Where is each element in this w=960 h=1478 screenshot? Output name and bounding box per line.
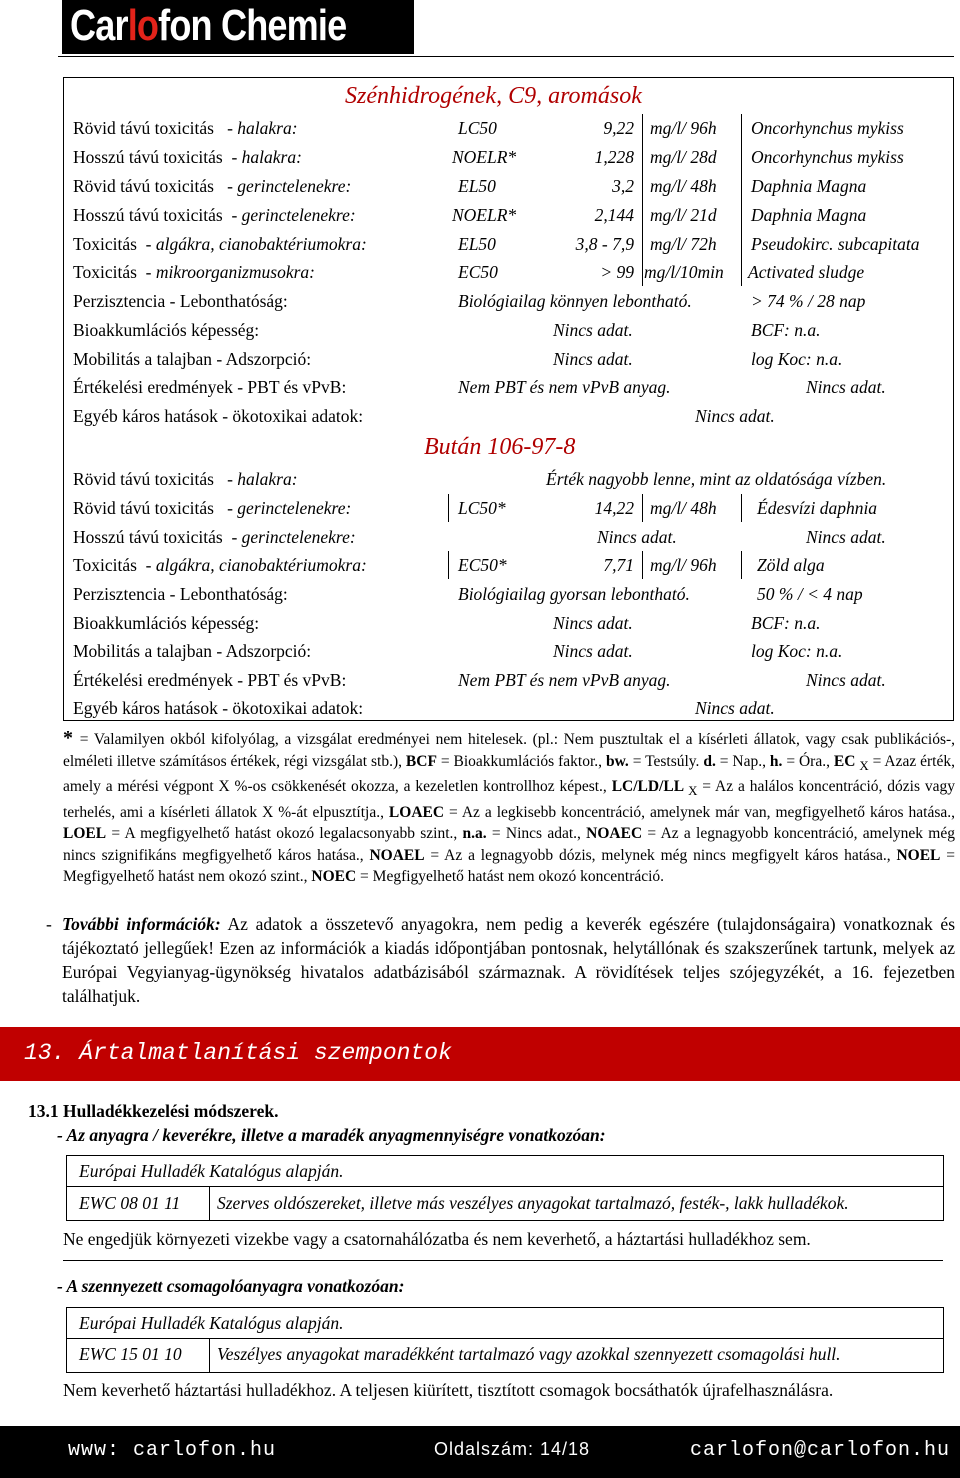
other-effects-value: Nincs adat.	[695, 698, 775, 718]
section-13-title: 13. Ártalmatlanítási szempontok	[24, 1040, 452, 1066]
column-divider	[741, 114, 742, 286]
mobility-label: Mobilitás a talajban - Adszorpció:	[73, 641, 312, 661]
catalog-label: Európai Hulladék Katalógus alapján.	[79, 1313, 344, 1333]
test-value: > 99	[600, 262, 634, 282]
table-divider	[67, 1338, 943, 1339]
pbt-extra: Nincs adat.	[806, 670, 886, 690]
test-value: 3,2	[612, 176, 634, 196]
footer-email[interactable]: carlofon@carlofon.hu	[690, 1439, 951, 1462]
test-species: Activated sludge	[748, 262, 865, 282]
column-divider	[741, 494, 742, 522]
subsection-heading: - A szennyezett csomagolóanyagra vonatkozóan:	[57, 1276, 405, 1296]
test-value: 2,144	[594, 205, 634, 225]
ewc-code: EWC 08 01 11	[79, 1193, 181, 1213]
test-species: Pseudokirc. subcapitata	[751, 234, 920, 254]
test-value: 14,22	[594, 498, 634, 518]
test-species: Daphnia Magna	[751, 205, 867, 225]
catalog-label: Európai Hulladék Katalógus alapján.	[79, 1161, 344, 1181]
row-label: Toxicitás - algákra, cianobaktériumokra:	[73, 555, 367, 575]
column-divider	[741, 551, 742, 579]
test-value: 1,228	[594, 147, 634, 167]
persistence-value: Biológiailag könnyen lebontható.	[458, 291, 692, 311]
mobility-value: Nincs adat.	[553, 641, 633, 661]
test-unit: mg/l/ 96h	[650, 555, 717, 575]
subsection-heading: - Az anyagra / keverékre, illetve a maradék anyagmennyiségre vonatkozóan:	[57, 1125, 606, 1145]
row-label: Hosszú távú toxicitás - gerinctelenekre:	[73, 527, 356, 547]
test-species: Édesvízi daphnia	[757, 498, 878, 518]
further-information: - További információk: Az adatok a összetevő anyagokra, nem pedig a keverék egészére (tulajdonságaira) vonatkoznak és tájékoztató jellegűek! Ezen az információk a kiadás időpontjában pontosnak, helytállónak és szakszerűnek tartunk, melyek az Európai Vegyianyag-ügynökség hivatalos adatbázisából származnak. A rövidítések teljes szójegyzékét, a 16. fejezetben találhatjuk.	[46, 914, 956, 1006]
row-label: Toxicitás - mikroorganizmusokra:	[73, 262, 315, 282]
ewc-description: Szerves oldószereket, illetve más veszélyes anyagokat tartalmazó, festék-, lakk hulladékok.	[217, 1193, 849, 1213]
page-number: Oldalszám: 14/18	[434, 1439, 591, 1459]
test-species: Oncorhynchus mykiss	[751, 147, 904, 167]
test-value: Nincs adat.	[597, 527, 677, 547]
row-label: Rövid távú toxicitás - halakra:	[73, 469, 298, 489]
column-divider	[448, 551, 449, 579]
row-label: Rövid távú toxicitás - gerinctelenekre:	[73, 498, 352, 518]
bioaccumulation-value: Nincs adat.	[553, 320, 633, 340]
test-unit: mg/l/ 21d	[650, 205, 717, 225]
row-label: Rövid távú toxicitás - halakra:	[73, 118, 298, 138]
test-type: EL50	[458, 234, 496, 254]
test-type: LC50	[458, 118, 497, 138]
test-extra: Nincs adat.	[806, 527, 886, 547]
test-type: EL50	[458, 176, 496, 196]
other-effects-value: Nincs adat.	[695, 406, 775, 426]
test-value: Érték nagyobb lenne, mint az oldatósága vízben.	[546, 469, 887, 489]
bioaccumulation-label: Bioakkumlációs képesség:	[73, 320, 260, 340]
bcf-value: BCF: n.a.	[751, 320, 821, 340]
test-value: 7,71	[603, 555, 634, 575]
mobility-value: Nincs adat.	[553, 349, 633, 369]
separator	[63, 1260, 943, 1261]
subsection-title: 13.1 Hulladékkezelési módszerek.	[28, 1101, 279, 1121]
persistence-extra: 50 % / < 4 nap	[757, 584, 863, 604]
abbreviation-notes: * = Valamilyen okból kifolyólag, a vizsgálat eredményei nem hitelesek. (pl.: Nem pusztultak el a kísérleti állatok, vagy csak publikációs-, elméleti illetve számításos értékek, régi vizsgálat stb.), BCF = Bioakkumlációs faktor., bw. = Testsúly. d. = Nap., h. = Óra., EC $_X$ = Azaz érték, amely a mérési végpont X %-os csökkenését okozza, a kezeletlen kontrollhoz képest., LC/LD/LL $_X$ = Az a halálos koncentráció, dózis vagy terhelés, ami a kísérleti állatok X %-át elpusztítja., LOAEC = Az a legkisebb koncentráció, amelynek már van, megfigyelhető káros hatása., LOEL = A megfigyelhető hatást okozó legalacsonyabb szint., n.a. = Nincs adat., NOAEC = Az a legnagyobb koncentráció, amelynek még nincs szignifikáns megfigyelhető káros hatása., NOAEL = Az a legnagyobb dózis, melynek még nincs megfigyelt káros hatása., NOEL = Megfigyelhető hatást nem okozó szint., NOEC = Megfigyelhető hatást nem okozó koncentráció.	[63, 727, 956, 886]
test-unit: mg/l/ 72h	[650, 234, 717, 254]
other-effects-label: Egyéb káros hatások - ökotoxikai adatok:	[73, 406, 364, 426]
substance-title-c9: Szénhidrogének, C9, aromások	[345, 83, 642, 109]
persistence-value: Biológiailag gyorsan lebontható.	[458, 584, 690, 604]
row-label: Toxicitás - algákra, cianobaktériumokra:	[73, 234, 367, 254]
test-unit: mg/l/ 28d	[650, 147, 717, 167]
test-type: NOELR*	[452, 147, 517, 167]
footer-website[interactable]: www: carlofon.hu	[68, 1439, 277, 1462]
test-type: LC50*	[458, 498, 506, 518]
pbt-value: Nem PBT és nem vPvB anyag.	[458, 377, 671, 397]
test-value: 9,22	[603, 118, 634, 138]
pbt-extra: Nincs adat.	[806, 377, 886, 397]
column-divider	[209, 1338, 210, 1372]
row-label: Rövid távú toxicitás - gerinctelenekre:	[73, 176, 352, 196]
koc-value: log Koc: n.a.	[751, 349, 843, 369]
test-type: EC50*	[458, 555, 507, 575]
row-label: Hosszú távú toxicitás - halakra:	[73, 147, 302, 167]
pbt-value: Nem PBT és nem vPvB anyag.	[458, 670, 671, 690]
bioaccumulation-value: Nincs adat.	[553, 613, 633, 633]
persistence-label: Perzisztencia - Lebonthatóság:	[73, 584, 288, 604]
test-type: EC50	[458, 262, 498, 282]
column-divider	[642, 494, 643, 522]
column-divider	[209, 1186, 210, 1220]
column-divider	[642, 551, 643, 579]
table-divider	[67, 1186, 943, 1187]
company-logo: Carlofon Chemie	[70, 1, 347, 50]
test-species: Zöld alga	[757, 555, 825, 575]
mobility-label: Mobilitás a talajban - Adszorpció:	[73, 349, 312, 369]
row-label: Hosszú távú toxicitás - gerinctelenekre:	[73, 205, 356, 225]
pbt-label: Értékelési eredmények - PBT és vPvB:	[73, 670, 347, 690]
substance-title-butane: Bután 106-97-8	[424, 434, 576, 460]
header-rule	[58, 56, 954, 57]
test-type: NOELR*	[452, 205, 517, 225]
column-divider	[448, 494, 449, 522]
test-unit: mg/l/ 48h	[650, 176, 717, 196]
test-species: Daphnia Magna	[751, 176, 867, 196]
pbt-label: Értékelési eredmények - PBT és vPvB:	[73, 377, 347, 397]
koc-value: log Koc: n.a.	[751, 641, 843, 661]
test-unit: mg/l/10min	[644, 262, 724, 282]
test-species: Oncorhynchus mykiss	[751, 118, 904, 138]
test-unit: mg/l/ 48h	[650, 498, 717, 518]
test-unit: mg/l/ 96h	[650, 118, 717, 138]
ewc-description: Veszélyes anyagokat maradékként tartalmazó vagy azokkal szennyezett csomagolási hull.	[217, 1344, 841, 1364]
bioaccumulation-label: Bioakkumlációs képesség:	[73, 613, 260, 633]
test-value: 3,8 - 7,9	[575, 234, 634, 254]
bcf-value: BCF: n.a.	[751, 613, 821, 633]
persistence-extra: > 74 % / 28 nap	[751, 291, 866, 311]
column-divider	[642, 114, 643, 286]
disposal-note: Nem keverhető háztartási hulladékhoz. A teljesen kiürített, tisztított csomagok bocsáthatók újrafelhasználásra.	[63, 1380, 834, 1400]
disposal-note: Ne engedjük környezeti vizekbe vagy a csatornahálózatba és nem keverhető, a háztartási hulladékhoz sem.	[63, 1229, 811, 1249]
ewc-code: EWC 15 01 10	[79, 1344, 182, 1364]
other-effects-label: Egyéb káros hatások - ökotoxikai adatok:	[73, 698, 364, 718]
persistence-label: Perzisztencia - Lebonthatóság:	[73, 291, 288, 311]
